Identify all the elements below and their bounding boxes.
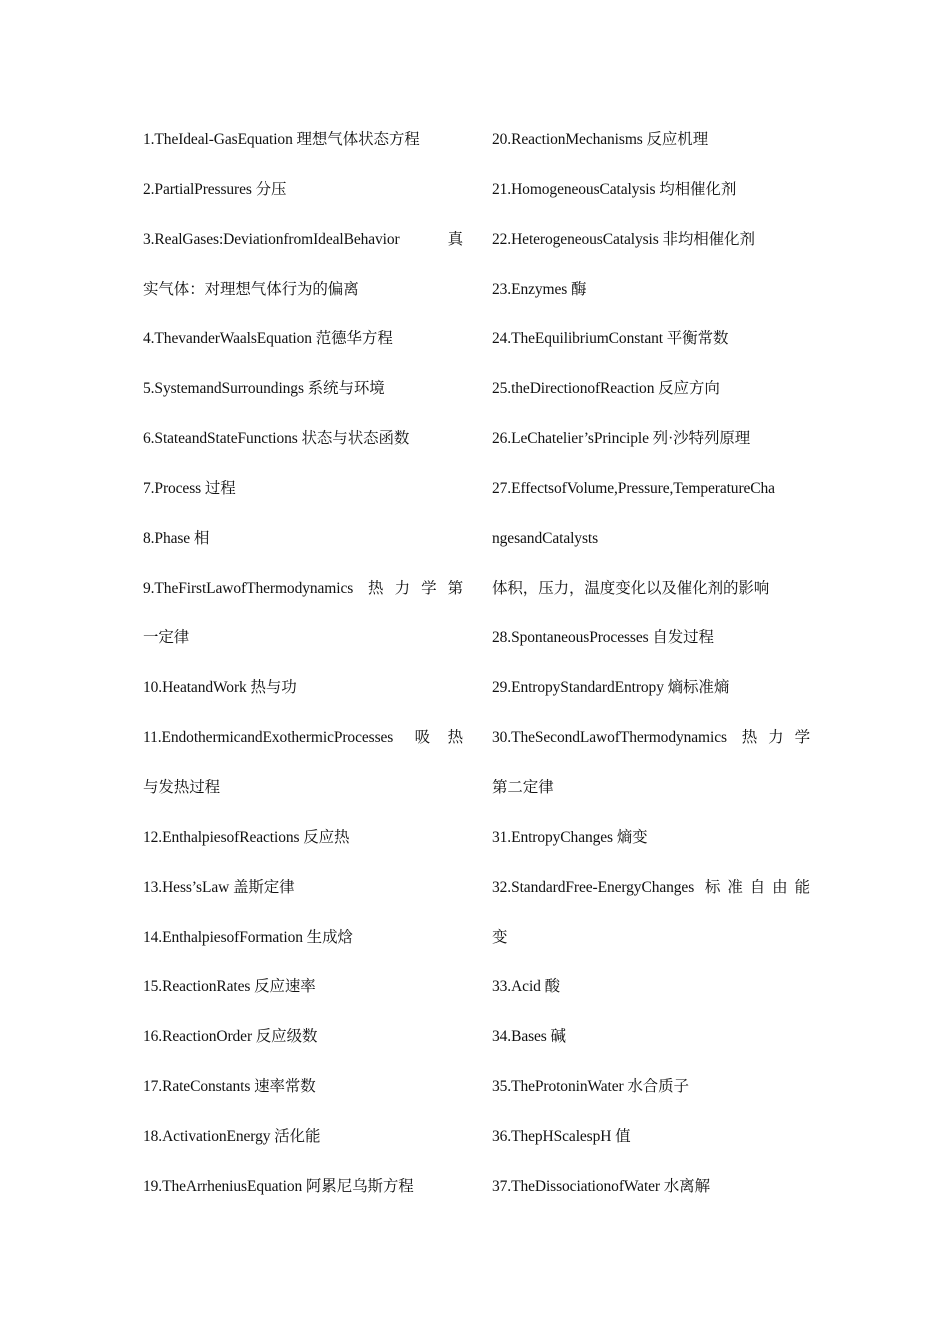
term-line: 11.EndothermicandExothermicProcesses 吸热 <box>143 729 463 747</box>
term-line: 9.TheFirstLawofThermodynamics 热力学第 <box>143 579 463 597</box>
term-line: 7.Process 过程 <box>143 479 236 497</box>
term-line: 15.ReactionRates 反应速率 <box>143 978 316 996</box>
term-line: 1.TheIdeal-GasEquation 理想气体状态方程 <box>143 131 420 148</box>
term-line: 37.TheDissociationofWater 水离解 <box>492 1177 710 1195</box>
term-line: 34.Bases 碱 <box>492 1028 566 1046</box>
term-line: 17.RateConstants 速率常数 <box>143 1078 316 1096</box>
left-column <box>143 115 463 1212</box>
term-line: 19.TheArrheniusEquation 阿累尼乌斯方程 <box>143 1177 414 1195</box>
term-line: 10.HeatandWork 热与功 <box>143 679 297 697</box>
term-line: 30.TheSecondLawofThermodynamics 热力学 <box>492 729 810 747</box>
term-line: 24.TheEquilibriumConstant 平衡常数 <box>492 330 729 348</box>
term-line: 14.EnthalpiesofFormation 生成焓 <box>143 928 353 946</box>
term-line: 2.PartialPressures 分压 <box>143 180 287 198</box>
term-line: 29.EntropyStandardEntropy 熵标准熵 <box>492 679 730 697</box>
term-line: 26.LeChatelier’sPrinciple 列·沙特列原理 <box>492 430 751 448</box>
term-line: 13.Hess’sLaw 盖斯定律 <box>143 878 295 896</box>
right-column <box>492 115 810 1212</box>
term-line: 12.EnthalpiesofReactions 反应热 <box>143 828 350 846</box>
term-line: 36.ThepHScalespH 值 <box>492 1127 631 1145</box>
term-line: 实气体：对理想气体行为的偏离 <box>143 280 359 298</box>
term-line: 35.TheProtoninWater 水合质子 <box>492 1078 689 1096</box>
term-line: 27.EffectsofVolume,Pressure,TemperatureCha <box>492 479 775 497</box>
term-line: 3.RealGases:DeviationfromIdealBehavior 真 <box>143 230 463 248</box>
term-line: 第二定律 <box>492 778 554 796</box>
term-line: 20.ReactionMechanisms 反应机理 <box>492 131 709 148</box>
term-line: 25.theDirectionofReaction 反应方向 <box>492 380 720 398</box>
term-line: 6.StateandStateFunctions 状态与状态函数 <box>143 430 410 448</box>
term-line: ngesandCatalysts <box>492 529 599 547</box>
term-line: 22.HeterogeneousCatalysis 非均相催化剂 <box>492 230 755 248</box>
term-line: 21.HomogeneousCatalysis 均相催化剂 <box>492 180 737 198</box>
term-line: 33.Acid 酸 <box>492 978 560 996</box>
term-line: 5.SystemandSurroundings 系统与环境 <box>143 380 385 398</box>
term-line: 4.ThevanderWaalsEquation 范德华方程 <box>143 330 393 348</box>
term-line: 31.EntropyChanges 熵变 <box>492 828 648 846</box>
term-line: 体积，压力，温度变化以及催化剂的影响 <box>492 579 770 597</box>
term-line: 16.ReactionOrder 反应级数 <box>143 1028 318 1046</box>
term-line: 28.SpontaneousProcesses 自发过程 <box>492 629 714 647</box>
term-line: 变 <box>492 928 508 946</box>
term-line: 18.ActivationEnergy 活化能 <box>143 1127 321 1145</box>
term-line: 32.StandardFree-EnergyChanges 标准自由能 <box>492 878 810 896</box>
term-line: 与发热过程 <box>143 778 221 796</box>
term-line: 一定律 <box>143 629 190 647</box>
term-line: 8.Phase 相 <box>143 529 210 547</box>
term-line: 23.Enzymes 酶 <box>492 280 587 298</box>
